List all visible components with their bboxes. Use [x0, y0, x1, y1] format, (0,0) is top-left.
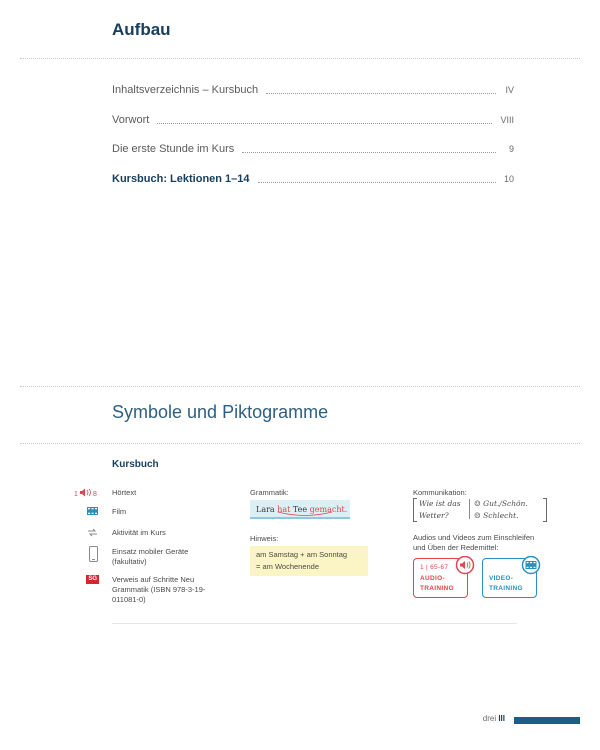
communication-question — [419, 498, 461, 522]
divider — [112, 623, 517, 624]
svg-text:1: 1 — [74, 490, 78, 497]
smile-icon: ☺ — [474, 499, 481, 508]
grammar-word: Tee — [292, 505, 308, 514]
audio-speaker-icon — [454, 556, 476, 576]
divider — [20, 58, 580, 59]
hint-box — [250, 546, 368, 576]
legend-label-hoertext: Hörtext — [112, 488, 137, 497]
video-training-line: TRAINING — [489, 585, 523, 592]
page-title: Aufbau — [112, 20, 171, 39]
legend-label-mobil: Einsatz mobiler Geräte (fakultativ) — [112, 547, 189, 566]
toc-leader — [266, 93, 496, 94]
hint-line: am Samstag + am Sonntag — [256, 550, 348, 559]
communication-bracket-right — [543, 498, 547, 522]
grammar-reference-icon-text: SG — [88, 575, 97, 582]
toc-leader — [242, 152, 496, 153]
audio-training-line: AUDIO- — [420, 575, 445, 582]
video-training-label — [489, 574, 523, 594]
page-number-roman: III — [498, 714, 505, 723]
grammar-reference-icon — [86, 574, 99, 584]
toc-entry-label: Inhaltsverzeichnis – Kursbuch — [112, 84, 259, 96]
toc-entry-page: IV — [505, 85, 514, 95]
frown-icon: ☹ — [474, 511, 481, 520]
toc-entry-vorwort[interactable] — [112, 112, 514, 128]
toc-entry-lektionen[interactable] — [112, 171, 514, 187]
toc-entry-label: Vorwort — [112, 114, 150, 126]
grammar-word: Lara — [256, 505, 275, 514]
toc-leader — [258, 182, 496, 183]
divider — [20, 386, 580, 387]
communication-bracket-left — [413, 498, 417, 522]
communication-separator — [469, 499, 470, 519]
toc-entry-page: 10 — [503, 174, 514, 184]
audio-track-ref: 1 | 65-67 — [420, 564, 449, 571]
grammar-label: Grammatik: — [250, 488, 289, 497]
toc-entry-inhaltsverzeichnis[interactable] — [112, 82, 514, 98]
page-number — [483, 714, 505, 723]
toc-entry-label: Die erste Stunde im Kurs — [112, 143, 235, 155]
training-label-line: Audios und Videos zum Einschleifen — [413, 533, 535, 542]
film-icon — [86, 506, 98, 516]
speaker-icon — [70, 487, 100, 497]
grammar-bracket-arc — [270, 511, 340, 519]
video-film-icon — [520, 556, 542, 576]
legend-label-aktivitaet: Aktivität im Kurs — [112, 528, 166, 537]
toc-entry-erste-stunde[interactable] — [112, 141, 514, 157]
training-label-line: und Üben der Redemittel: — [413, 543, 499, 552]
legend-label-grammatik-verweis: Verweis auf Schritte Neu Grammatik (ISBN 978-3-19-011081-0) — [112, 575, 206, 604]
legend-label-film: Film — [112, 507, 127, 516]
activity-icon — [86, 527, 98, 537]
audio-training-line: TRAINING — [420, 585, 454, 592]
answer-line: Schlecht. — [483, 511, 519, 520]
communication-label: Kommunikation: — [413, 488, 467, 497]
divider — [20, 443, 580, 444]
section-title: Symbole und Piktogramme — [112, 402, 329, 422]
hint-label: Hinweis: — [250, 534, 279, 543]
mobile-device-icon — [86, 545, 98, 563]
page-number-word: drei — [482, 714, 497, 723]
training-label — [413, 533, 534, 553]
svg-text:8: 8 — [93, 490, 97, 497]
answer-line: Gut./Schön. — [483, 499, 528, 508]
grammar-word-highlight: gemacht. — [309, 505, 348, 514]
toc-entry-page: VIII — [500, 115, 514, 125]
grammar-word-highlight: hat — [277, 505, 291, 514]
section-subtitle: Kursbuch — [112, 459, 159, 470]
question-line: Wie ist das — [419, 499, 461, 508]
video-training-line: VIDEO- — [489, 575, 514, 582]
footer-bar — [514, 717, 580, 724]
toc-entry-page: 9 — [508, 144, 514, 154]
question-line: Wetter? — [419, 511, 449, 520]
audio-training-label — [420, 574, 454, 594]
toc-entry-label: Kursbuch: Lektionen 1–14 — [112, 173, 250, 185]
toc-leader — [157, 123, 492, 124]
communication-answers — [474, 498, 528, 522]
hint-line: = am Wochenende — [256, 562, 320, 571]
